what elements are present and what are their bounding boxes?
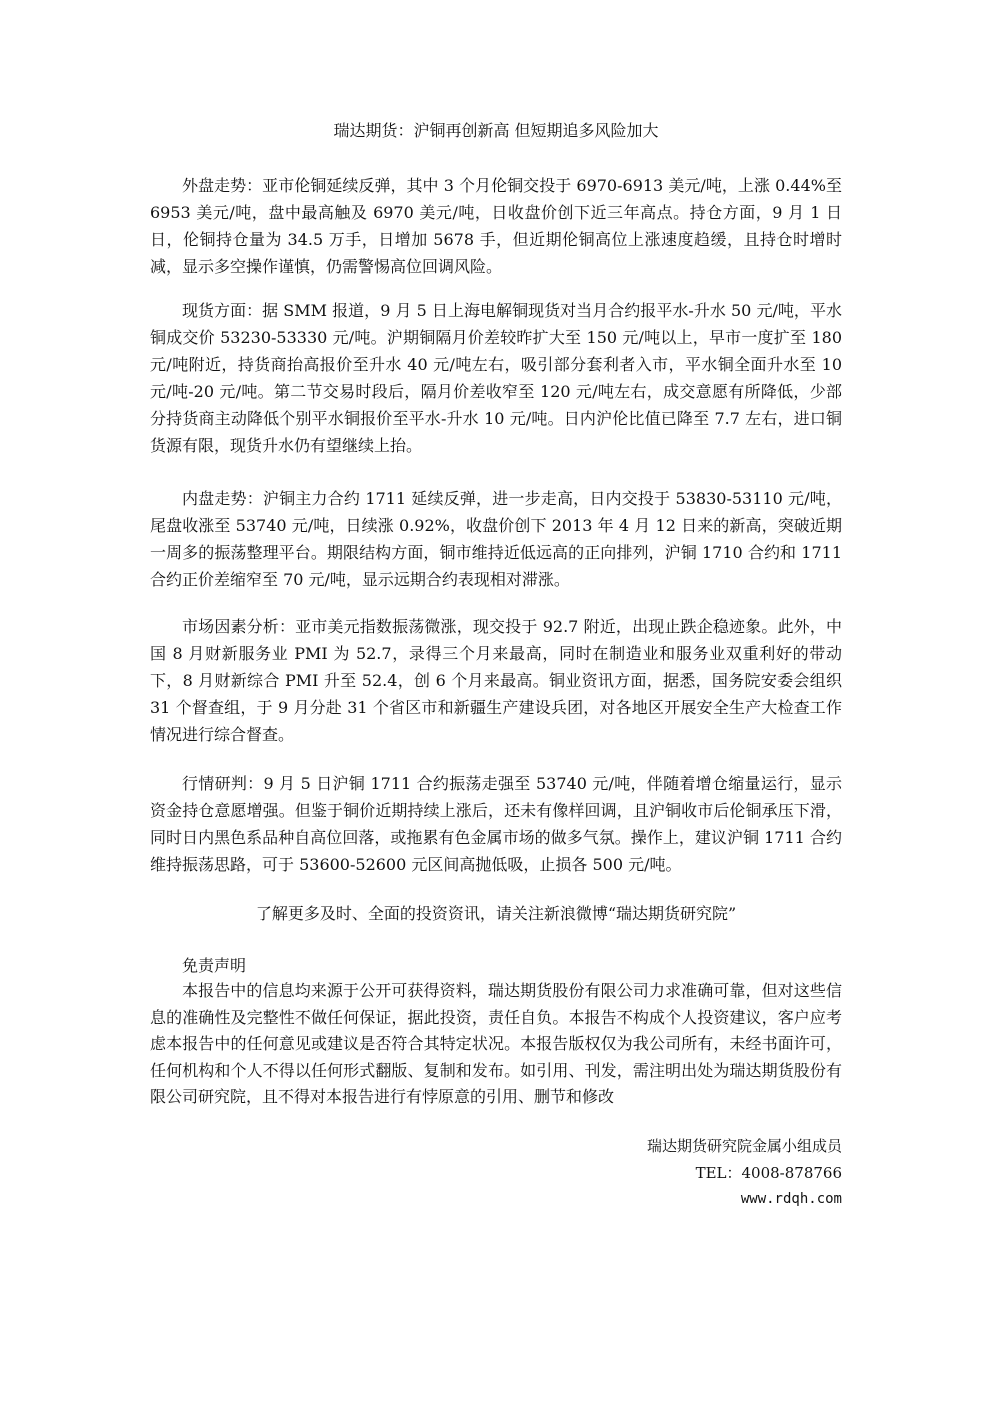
paragraph-outlook: 行情研判：9 月 5 日沪铜 1711 合约振荡走强至 53740 元/吨，伴随着增仓缩量运行，显示资金持仓意愿增强。但鉴于铜价近期持续上涨后，还未有像样回调，且沪铜收市后伦铜承压下滑，同时日内黑色系品种自高位回落，或拖累有色金属市场的做多气氛。操作上，建议沪铜 1711 合约维持振荡思路，可于 53600-52600 元区间高抛低吸，止损各 500 元/吨。: [150, 774, 842, 874]
document-title: 瑞达期货：沪铜再创新高 但短期追多风险加大: [333, 121, 659, 140]
paragraph-spot-market: 现货方面：据 SMM 报道，9 月 5 日上海电解铜现货对当月合约报平水-升水 50 元/吨，平水铜成交价 53230-53330 元/吨。沪期铜隔月价差较昨扩大至 150 元/吨以上，早市一度扩至 180 元/吨附近，持货商抬高报价至升水 40 元/吨左右，吸引部分套利者入市，平水铜全面升水至 10 元/吨-20 元/吨。第二节交易时段后，隔月价差收窄至 120 元/吨左右，成交意愿有所降低，少部分持货商主动降低个别平水铜报价至平水-升水 10 元/吨。日内沪伦比值已降至 7.7 左右，进口铜货源有限，现货升水仍有望继续上抬。: [150, 301, 842, 455]
signature-website: www.rdqh.com: [740, 1191, 842, 1207]
disclaimer-body: 本报告中的信息均来源于公开可获得资料，瑞达期货股份有限公司力求准确可靠，但对这些信息的准确性及完整性不做任何保证，据此投资，责任自负。本报告不构成个人投资建议，客户应考虑本报告中的任何意见或建议是否符合其特定状况。本报告版权仅为我公司所有，未经书面许可，任何机构和个人不得以任何形式翻版、复制和发布。如引用、刊发，需注明出处为瑞达期货股份有限公司研究院，且不得对本报告进行有悖原意的引用、删节和修改: [150, 981, 842, 1106]
paragraph-market-factors: 市场因素分析：亚市美元指数振荡微涨，现交投于 92.7 附近，出现止跌企稳迹象。此外，中国 8 月财新服务业 PMI 为 52.7，录得三个月来最高，同时在制造业和服务业双重利好的带动下，8 月财新综合 PMI 升至 52.4，创 6 个月来最高。铜业资讯方面，据悉，国务院安委会组织 31 个督查组，于 9 月分赴 31 个省区市和新疆生产建设兵团，对各地区开展安全生产大检查工作情况进行综合督查。: [150, 617, 842, 744]
follow-note: 了解更多及时、全面的投资资讯，请关注新浪微博“瑞达期货研究院”: [255, 904, 737, 923]
paragraph-domestic-market: 内盘走势：沪铜主力合约 1711 延续反弹，进一步走高，日内交投于 53830-53110 元/吨，尾盘收涨至 53740 元/吨，日续涨 0.92%，收盘价创下 2013 年 4 月 12 日来的新高，突破近期一周多的振荡整理平台。期限结构方面，铜市维持近低远高的正向排列，沪铜 1710 合约和 1711 合约正价差缩窄至 70 元/吨，显示远期合约表现相对滞涨。: [150, 489, 842, 589]
paragraph-overseas-market: 外盘走势：亚市伦铜延续反弹，其中 3 个月伦铜交投于 6970-6913 美元/吨，上涨 0.44%至 6953 美元/吨，盘中最高触及 6970 美元/吨，日收盘价创下近三年高点。持仓方面，9 月 1 日日，伦铜持仓量为 34.5 万手，日增加 5678 手，但近期伦铜高位上涨速度趋缓，且持仓时增时减，显示多空操作谨慎，仍需警惕高位回调风险。: [150, 176, 842, 276]
signature-org: 瑞达期货研究院金属小组成员: [646, 1137, 842, 1155]
disclaimer-title: 免责声明: [182, 956, 247, 975]
signature-tel: TEL：4008-878766: [695, 1164, 842, 1182]
